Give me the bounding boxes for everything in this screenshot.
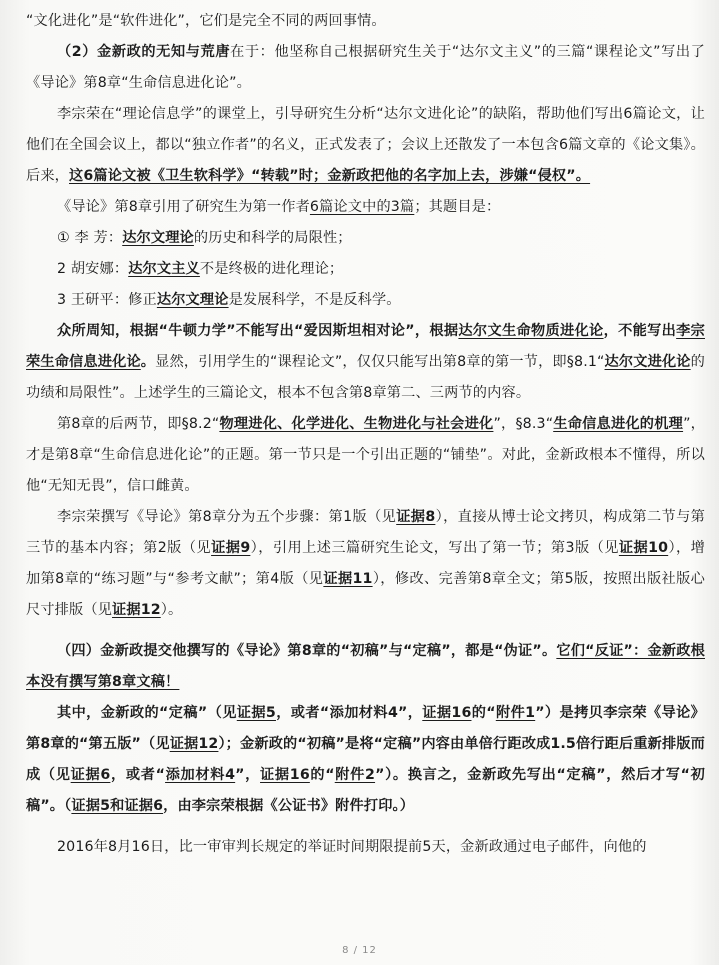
text-run: ① 李 芳：: [57, 230, 123, 246]
document-body: [26, 6, 705, 863]
text-run: ）；金新政的“初稿”是将“定稿”内容由单倍行距改成1.5倍行距后重新排版而成（见: [26, 736, 706, 783]
text-run: 李宗荣在“理论信息学”的课堂上，引导研究生分析“达尔文进化论”的缺陷，帮助他们写出6篇论文，让他们在全国会议上，都以“独立作者”的名义，正式发表了；会议上还散发了一本包含6篇文章的《论文集》。后来，: [26, 106, 705, 184]
text-run: ”，才是第8章“生命信息进化论”的正题。第一节只是一个引出正题的“铺垫”。对此，金新政根本不懂得，所以他“无知无畏”，信口雌黄。: [26, 416, 705, 494]
text-run: ，不能写出: [603, 323, 677, 339]
text-run: 在于：他坚称自己根据研究生关于“达尔文主义”的三篇“课程论文”写出了《导论》第8章“生命信息进化论”。: [26, 44, 705, 91]
emphasis-text: 达尔文理论: [156, 292, 229, 308]
list-item: [26, 285, 705, 316]
spacer: [26, 822, 705, 832]
paragraph: [26, 409, 705, 502]
emphasis-text: 达尔文生命物质进化论: [458, 323, 604, 339]
emphasis-text: 证据12: [112, 602, 161, 618]
text-run: “文化进化”是“软件进化”，它们是完全不同的两回事情。: [26, 13, 386, 29]
text-run: 的“: [471, 705, 496, 721]
section-c: [26, 636, 705, 822]
emphasis-text: 证据10: [618, 540, 669, 556]
paragraph: [26, 636, 705, 698]
emphasis-text: 6篇论文中的3篇: [309, 199, 415, 215]
text-run: 2016年8月16日，比一审审判长规定的举证时间期限提前5天，金新政通过电子邮件，向他的: [57, 839, 647, 855]
emphasis-text: 证据9: [211, 540, 251, 556]
emphasis-text: 证据16: [260, 767, 310, 783]
text-run: 其中，金新政的“定稿”（见: [57, 705, 237, 721]
emphasis-text: 证据6: [70, 767, 111, 783]
text-run: ；其题目是：: [414, 199, 501, 215]
emphasis-text: 证据16: [422, 705, 472, 721]
text-run: ，或者“: [110, 767, 166, 783]
text-run: ）。: [160, 602, 183, 618]
paper-list: [26, 223, 705, 316]
list-item: [26, 223, 705, 254]
text-run: ”）是拷贝李宗荣《导论》第8章的“第五版”（见: [26, 705, 706, 752]
text-run: 的“: [309, 767, 335, 783]
paragraph: [26, 316, 705, 409]
text-run: 3 王研平：修正: [57, 292, 157, 308]
page-indicator: 8 / 12: [342, 945, 377, 956]
paragraph: [26, 37, 705, 99]
section-b: [26, 316, 705, 626]
emphasis-text: 附件1: [495, 705, 536, 721]
paragraph: [26, 698, 705, 822]
emphasis-text: 生命信息进化的机理: [553, 416, 684, 432]
text-run: （四）金新政提交他撰写的《导论》第8章的“初稿”与“定稿”，都是“伪证”。: [57, 643, 557, 659]
emphasis-text: 达尔文主义: [128, 261, 200, 277]
text-run: （2）金新政的无知与荒唐: [57, 44, 231, 60]
emphasis-text: 证据12: [169, 736, 219, 752]
emphasis-text: 这6篇论文被《卫生软科学》“转载”时；金新政把他的名字加上去，涉嫌“侵权”。: [69, 168, 591, 184]
paragraph: [26, 832, 705, 863]
text-run: ，由李宗荣根据《公证书》附件打印。）: [163, 798, 415, 814]
emphasis-text: 证据8: [396, 509, 436, 525]
emphasis-text: 李宗荣生命信息进化论: [26, 323, 705, 370]
section-a: [26, 6, 705, 223]
text-run: 的功绩和局限性”。上述学生的三篇论文，根本不包含第8章第二、三两节的内容。: [26, 354, 705, 401]
emphasis-text: 物理进化、化学进化、生物进化与社会进化: [219, 416, 494, 432]
emphasis-text: 附件2: [334, 767, 376, 783]
paragraph: [26, 99, 705, 192]
emphasis-text: 添加材料4: [165, 767, 236, 783]
emphasis-text: 达尔文理论: [122, 230, 194, 246]
text-run: 李宗荣撰写《导论》第8章分为五个步骤：第1版（见: [57, 509, 397, 525]
emphasis-text: 证据5: [236, 705, 276, 721]
text-run: 《导论》第8章引用了研究生为第一作者: [57, 199, 310, 215]
text-run: 的历史和科学的局限性；: [193, 230, 352, 246]
list-item: [26, 254, 705, 285]
text-run: ”，: [235, 767, 261, 783]
emphasis-text: 达尔文进化论: [604, 354, 691, 370]
paragraph: [26, 192, 705, 223]
text-run: 显然，引用学生的“课程论文”，仅仅只能写出第8章的第一节，即§8.1“: [155, 354, 605, 370]
text-run: 是发展科学，不是反科学。: [228, 292, 401, 308]
text-run: 。: [140, 354, 156, 370]
text-run: 第8章的后两节，即§8.2“: [57, 416, 220, 432]
text-run: ”）。换言之，金新政先写出“定稿”，然后才写“初稿”。（: [26, 767, 706, 814]
text-run: ”，§8.3“: [493, 416, 554, 432]
text-run: 2 胡安娜：: [57, 261, 129, 277]
paragraph: [26, 6, 705, 37]
emphasis-text: 它们“反证”：金新政根本没有撰写第8章文稿！: [26, 643, 705, 690]
paragraph: [26, 502, 705, 626]
text-run: ），直接从博士论文拷贝，构成第二节与第三节的基本内容；第2版（见: [26, 509, 705, 556]
text-run: ，或者“添加材料4”，: [275, 705, 423, 721]
emphasis-text: 证据11: [323, 571, 373, 587]
text-run: 不是终极的进化理论；: [199, 261, 344, 277]
text-run: ），引用上述三篇研究生论文，写出了第一节；第3版（见: [250, 540, 619, 556]
emphasis-text: 证据5和证据6: [71, 798, 164, 814]
text-run: 众所周知，根据“牛顿力学”不能写出“爱因斯坦相对论”，根据: [57, 323, 459, 339]
spacer: [26, 626, 705, 636]
text-run: ），增加第8章的“练习题”与“参考文献”；第4版（见: [26, 540, 705, 587]
section-d: [26, 832, 705, 863]
text-run: ），修改、完善第8章全文；第5版，按照出版社版心尺寸排版（见: [26, 571, 706, 618]
